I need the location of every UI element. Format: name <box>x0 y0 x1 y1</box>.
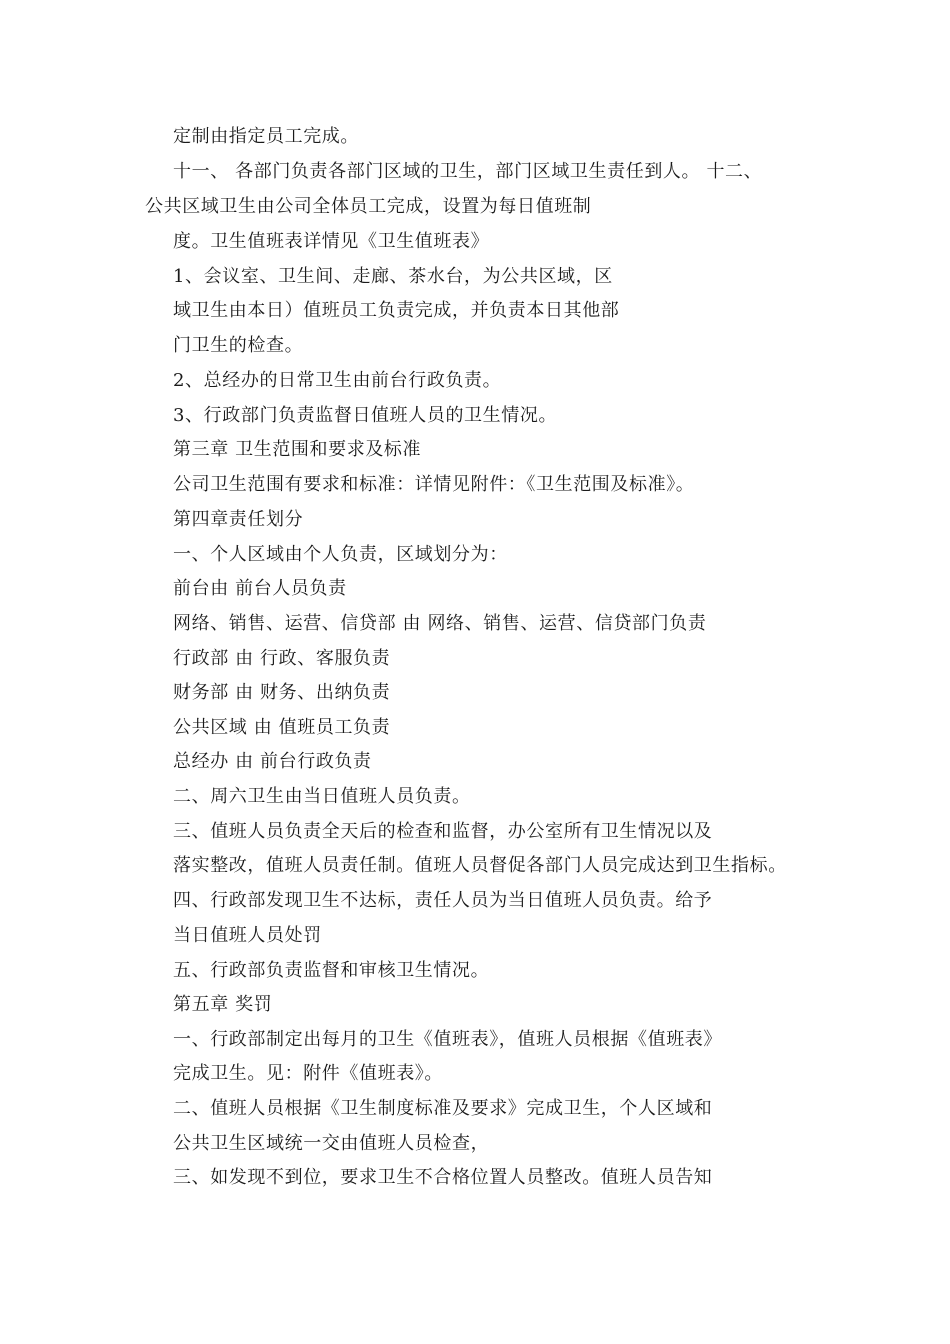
text-line: 网络、销售、运营、信贷部 由 网络、销售、运营、信贷部门负责 <box>173 613 707 634</box>
text-line: 二、周六卫生由当日值班人员负责。 <box>173 786 471 807</box>
text-line: 二、值班人员根据《卫生制度标准及要求》完成卫生，个人区域和 <box>173 1098 713 1119</box>
text-line: 三、值班人员负责全天后的检查和监督，办公室所有卫生情况以及 <box>173 821 713 842</box>
text-line: 十一、 各部门负责各部门区域的卫生，部门区域卫生责任到人。 十二、 <box>173 161 763 182</box>
text-line: 3、行政部门负责监督日值班人员的卫生情况。 <box>173 405 558 426</box>
text-line: 当日值班人员处罚 <box>173 925 322 946</box>
text-line: 公司卫生范围有要求和标准：详情见附件：《卫生范围及标准》。 <box>173 474 695 495</box>
text-line: 一、行政部制定出每月的卫生《值班表》，值班人员根据《值班表》 <box>173 1029 722 1050</box>
text-line: 行政部 由 行政、客服负责 <box>173 648 391 669</box>
text-line: 五、行政部负责监督和审核卫生情况。 <box>173 960 490 981</box>
text-line: 定制由指定员工完成。 <box>173 126 359 147</box>
text-line: 财务部 由 财务、出纳负责 <box>173 682 391 703</box>
text-line: 三、如发现不到位，要求卫生不合格位置人员整改。值班人员告知 <box>173 1167 713 1188</box>
text-line: 公共区域卫生由公司全体员工完成，设置为每日值班制 <box>145 196 592 217</box>
text-line: 2、总经办的日常卫生由前台行政负责。 <box>173 370 502 391</box>
text-line: 一、个人区域由个人负责，区域划分为： <box>173 544 508 565</box>
text-line: 落实整改，值班人员责任制。值班人员督促各部门人员完成达到卫生指标。 <box>173 855 787 876</box>
text-line: 公共区域 由 值班员工负责 <box>173 717 391 738</box>
text-line: 公共卫生区域统一交由值班人员检查， <box>173 1133 490 1154</box>
text-line: 1、会议室、卫生间、走廊、茶水台，为公共区域，区 <box>173 266 613 287</box>
chapter-heading: 第三章 卫生范围和要求及标准 <box>173 439 422 460</box>
text-line: 前台由 前台人员负责 <box>173 578 347 599</box>
text-line: 度。卫生值班表详情见《卫生值班表》 <box>173 231 490 252</box>
text-line: 四、行政部发现卫生不达标，责任人员为当日值班人员负责。给予 <box>173 890 713 911</box>
text-line: 总经办 由 前台行政负责 <box>173 751 372 772</box>
chapter-heading: 第四章责任划分 <box>173 509 304 530</box>
text-line: 域卫生由本日）值班员工负责完成，并负责本日其他部 <box>173 300 620 321</box>
text-line: 门卫生的检查。 <box>173 335 304 356</box>
chapter-heading: 第五章 奖罚 <box>173 994 273 1015</box>
text-line: 完成卫生。见：附件《值班表》。 <box>173 1063 443 1084</box>
